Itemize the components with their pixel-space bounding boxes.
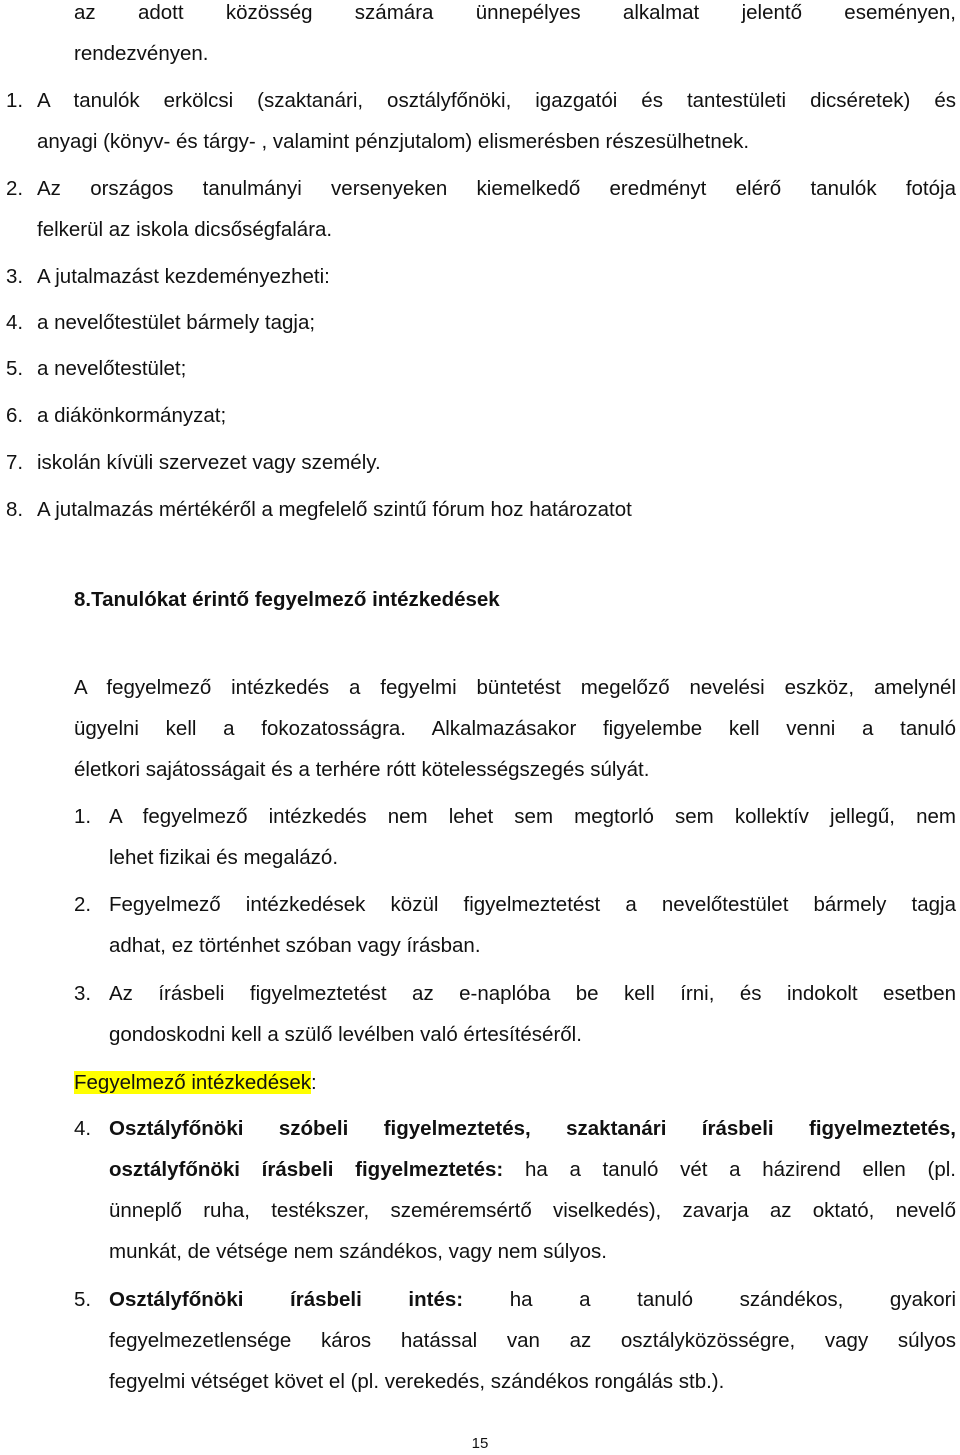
list-item-text: ünneplő ruha, testékszer, szeméremsértő viselkedés), zavarja az oktató, nevelő [109,1199,956,1222]
list-item-text: A fegyelmező intézkedés nem lehet sem megtorló sem kollektív jellegű, nem [109,805,956,828]
list-item-text-rest: ha a tanuló szándékos, gyakori [463,1288,957,1311]
list-number: 8. [6,498,24,521]
list-item-bold-text: osztályfőnöki írásbeli figyelmeztetés: [109,1158,504,1181]
list-number: 1. [74,805,92,828]
list-number: 3. [74,982,92,1005]
list-item-text: fegyelmi vétséget követ el (pl. verekedés, szándékos rongálás stb.). [109,1370,725,1393]
list-item-text: Fegyelmező intézkedések közül figyelmeztetést a nevelőtestület bármely tagja [109,893,956,916]
section-heading: 8.Tanulókat érintő fegyelmező intézkedések [74,588,500,611]
paragraph-line: életkori sajátosságait és a terhére rótt kötelességszegés súlyát. [74,758,650,781]
intro-line: az adott közösség számára ünnepélyes alkalmat jelentő eseményen, [74,1,956,24]
list-number: 3. [6,265,24,288]
list-item-text: A tanulók erkölcsi (szaktanári, osztályfőnöki, igazgatói és tantestületi dicséretek) és [37,89,956,112]
list-item-text: iskolán kívüli szervezet vagy személy. [37,451,381,474]
list-number: 1. [6,89,24,112]
list-item-text: Az írásbeli figyelmeztetést az e-naplóba be kell írni, és indokolt esetben [109,982,956,1005]
list-item-bold-text: Osztályfőnöki írásbeli intés: [109,1288,464,1311]
page-number: 15 [471,1435,489,1452]
list-number: 5. [74,1288,92,1311]
subheading-colon: : [311,1071,317,1094]
list-item-text: lehet fizikai és megalázó. [109,846,339,869]
list-item-text-rest: ha a tanuló vét a házirend ellen (pl. [503,1158,956,1181]
list-item-text: fegyelmezetlensége káros hatással van az osztályközösségre, vagy súlyos [109,1329,956,1352]
highlighted-subheading: Fegyelmező intézkedések [74,1071,312,1094]
intro-line: rendezvényen. [74,42,209,65]
list-item-bold-text: Osztályfőnöki szóbeli figyelmeztetés, szaktanári írásbeli figyelmeztetés, [109,1117,956,1140]
paragraph-line: ügyelni kell a fokozatosságra. Alkalmazásakor figyelembe kell venni a tanuló [74,717,956,740]
list-item-text: anyagi (könyv- és tárgy- , valamint pénzjutalom) elismerésben részesülhetnek. [37,130,750,153]
list-item-text [109,1158,956,1182]
list-item-text: adhat, ez történhet szóban vagy írásban. [109,934,481,957]
list-item-text [109,1288,956,1312]
list-number: 4. [6,311,24,334]
list-item-text: Az országos tanulmányi versenyeken kiemelkedő eredményt elérő tanulók fotója [37,177,956,200]
list-item-text: A jutalmazást kezdeményezheti: [37,265,330,288]
list-number: 4. [74,1117,92,1140]
list-item-text: gondoskodni kell a szülő levélben való értesítéséről. [109,1023,582,1046]
paragraph-line: A fegyelmező intézkedés a fegyelmi büntetést megelőző nevelési eszköz, amelynél [74,676,956,699]
list-number: 2. [6,177,24,200]
list-item-text: munkát, de vétsége nem szándékos, vagy nem súlyos. [109,1240,607,1263]
list-number: 7. [6,451,24,474]
list-item-text: a nevelőtestület bármely tagja; [37,311,316,334]
list-number: 5. [6,357,24,380]
list-item-text: a diákönkormányzat; [37,404,227,427]
list-number: 6. [6,404,24,427]
list-number: 2. [74,893,92,916]
list-item-text: a nevelőtestület; [37,357,187,380]
subheading [74,1071,317,1095]
list-item-text: felkerül az iskola dicsőségfalára. [37,218,333,241]
list-item-text: A jutalmazás mértékéről a megfelelő szintű fórum hoz határozatot [37,498,632,521]
